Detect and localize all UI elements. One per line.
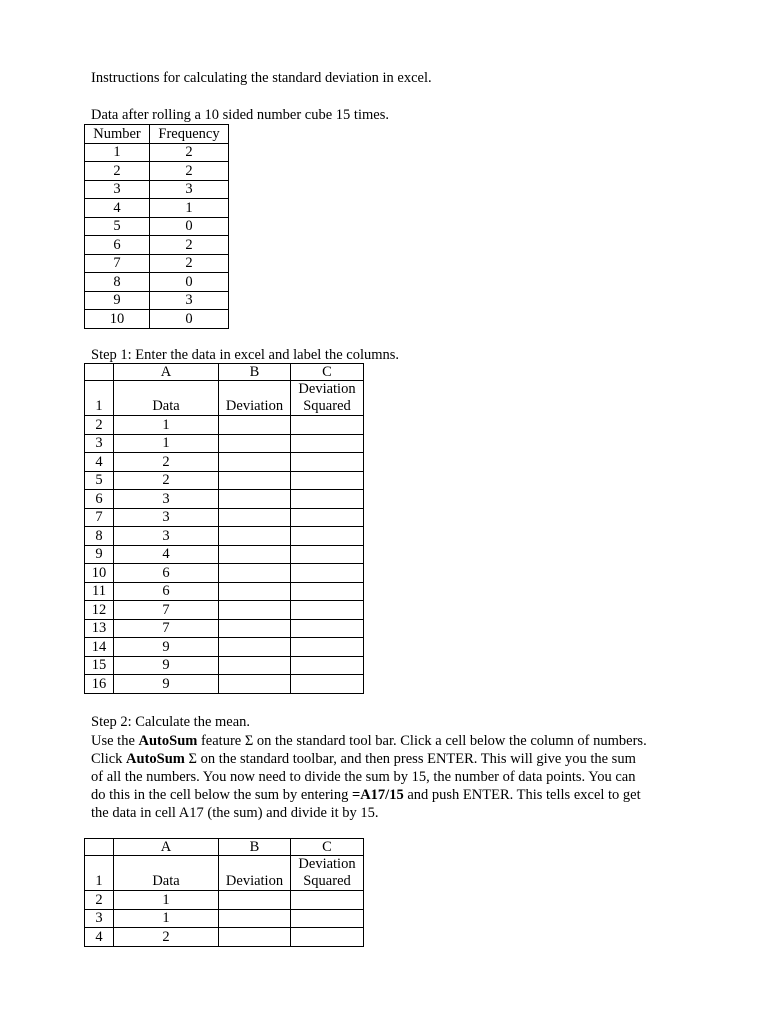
table-row [85,619,364,638]
deviation-squared-cell [291,909,364,928]
frequency-cell: 3 [150,291,229,310]
deviation-squared-cell [291,508,364,527]
row-number: 11 [85,582,114,601]
autosum-term: AutoSum [126,751,185,767]
frequency-cell: 1 [150,199,229,218]
step2-line-4 [91,786,691,804]
column-letter-a: A [114,364,219,381]
label-deviation-squared-line1: Deviation [298,381,356,397]
step2-line-1-text: Use the [91,733,139,749]
frequency-table [84,124,229,329]
table-row [85,236,229,255]
row-number: 16 [85,675,114,694]
row-number: 14 [85,638,114,657]
table-row [85,143,229,162]
header-number: Number [85,125,150,144]
row-number: 9 [85,545,114,564]
header-frequency: Frequency [150,125,229,144]
frequency-cell: 3 [150,180,229,199]
column-letter-a: A [114,839,219,856]
table-row [85,545,364,564]
deviation-cell [219,638,291,657]
table-row [85,675,364,694]
step2-line-5: the data in cell A17 (the sum) and divide it by 15. [91,805,379,821]
deviation-squared-cell [291,453,364,472]
table-row [85,453,364,472]
data-cell: 7 [114,601,219,620]
deviation-cell [219,656,291,675]
autosum-term: AutoSum [138,733,198,749]
table-row [85,508,364,527]
table-row [85,434,364,453]
row-number: 8 [85,527,114,546]
row-number: 1 [85,856,114,891]
table-row [85,582,364,601]
spreadsheet-step2 [84,838,364,947]
number-cell: 3 [85,180,150,199]
label-data: Data [114,856,219,891]
table-row [85,416,364,435]
step2-line-4-rest: and push ENTER. This tells excel to get [403,787,641,803]
label-data: Data [114,381,219,416]
table-row [85,471,364,490]
row-number: 12 [85,601,114,620]
table-row [85,180,229,199]
label-deviation-squared-line2: Squared [303,398,351,414]
data-cell: 6 [114,582,219,601]
table-row [85,638,364,657]
deviation-cell [219,675,291,694]
label-deviation: Deviation [219,381,291,416]
table-row [85,162,229,181]
frequency-cell: 0 [150,310,229,329]
deviation-cell [219,928,291,947]
deviation-squared-cell [291,564,364,583]
number-cell: 1 [85,143,150,162]
data-cell: 9 [114,638,219,657]
deviation-squared-cell [291,675,364,694]
label-deviation-squared-line2: Squared [303,873,351,889]
row-number: 3 [85,434,114,453]
label-deviation-squared-line1: Deviation [298,856,356,872]
step2-instructions [91,732,691,822]
deviation-squared-cell [291,527,364,546]
deviation-squared-cell [291,601,364,620]
table-row [85,909,364,928]
number-cell: 10 [85,310,150,329]
table-row [85,490,364,509]
deviation-cell [219,619,291,638]
number-cell: 5 [85,217,150,236]
row-number: 7 [85,508,114,527]
deviation-cell [219,527,291,546]
step2-line-1-rest: feature Σ on the standard tool bar. Click a cell below the column of numbers. [197,733,647,749]
deviation-cell [219,582,291,601]
deviation-squared-cell [291,638,364,657]
deviation-cell [219,891,291,910]
table-row [85,254,229,273]
data-cell: 1 [114,909,219,928]
row-number: 1 [85,381,114,416]
column-letter-b: B [219,839,291,856]
deviation-cell [219,471,291,490]
label-deviation: Deviation [219,856,291,891]
frequency-cell: 0 [150,273,229,292]
column-letter-c: C [291,364,364,381]
deviation-squared-cell [291,545,364,564]
table-row [85,656,364,675]
formula-term: =A17/15 [351,787,404,803]
frequency-cell: 2 [150,143,229,162]
number-cell: 2 [85,162,150,181]
deviation-cell [219,508,291,527]
intro-text: Data after rolling a 10 sided number cube 15 times. [91,107,389,123]
frequency-cell: 2 [150,236,229,255]
column-letter-row [85,839,364,856]
row-number: 10 [85,564,114,583]
data-cell: 9 [114,656,219,675]
deviation-cell [219,909,291,928]
frequency-cell: 2 [150,254,229,273]
deviation-squared-cell [291,434,364,453]
number-cell: 9 [85,291,150,310]
data-cell: 2 [114,453,219,472]
deviation-squared-cell [291,619,364,638]
spreadsheet-step2-body [85,839,364,947]
table-row [85,310,229,329]
table-row [85,928,364,947]
label-deviation-squared [291,381,364,416]
row-number: 2 [85,891,114,910]
step2-line-2-text: Click [91,751,127,767]
data-cell: 6 [114,564,219,583]
table-row [85,601,364,620]
step2-line-4-text: do this in the cell below the sum by entering [91,787,352,803]
step2-line-2-rest: Σ on the standard toolbar, and then press ENTER. This will give you the sum [184,751,636,767]
number-cell: 7 [85,254,150,273]
frequency-cell: 2 [150,162,229,181]
data-cell: 9 [114,675,219,694]
spreadsheet-step1-body [85,364,364,694]
row-number: 6 [85,490,114,509]
frequency-header-row [85,125,229,144]
column-letter-b: B [219,364,291,381]
row-number: 4 [85,453,114,472]
label-row [85,856,364,891]
table-row [85,291,229,310]
deviation-cell [219,601,291,620]
deviation-cell [219,490,291,509]
step2-line-3: of all the numbers. You now need to divide the sum by 15, the number of data points. You can [91,769,636,785]
deviation-squared-cell [291,490,364,509]
deviation-cell [219,453,291,472]
frequency-table-body [85,125,229,329]
row-number: 15 [85,656,114,675]
data-cell: 2 [114,471,219,490]
deviation-cell [219,545,291,564]
step2-line-2 [91,750,691,768]
deviation-cell [219,434,291,453]
step2-line-1 [91,732,691,750]
column-letter-row [85,364,364,381]
number-cell: 8 [85,273,150,292]
step2-heading: Step 2: Calculate the mean. [91,714,251,730]
row-number: 5 [85,471,114,490]
step1-heading: Step 1: Enter the data in excel and label the columns. [91,347,400,363]
data-cell: 1 [114,891,219,910]
deviation-squared-cell [291,928,364,947]
table-row [85,564,364,583]
column-letter-c: C [291,839,364,856]
row-number: 13 [85,619,114,638]
label-row [85,381,364,416]
deviation-cell [219,564,291,583]
number-cell: 4 [85,199,150,218]
table-row [85,217,229,236]
data-cell: 1 [114,434,219,453]
corner-cell [85,364,114,381]
data-cell: 4 [114,545,219,564]
number-cell: 6 [85,236,150,255]
table-row [85,891,364,910]
data-cell: 3 [114,527,219,546]
row-number: 2 [85,416,114,435]
label-deviation-squared [291,856,364,891]
deviation-squared-cell [291,891,364,910]
frequency-cell: 0 [150,217,229,236]
data-cell: 3 [114,490,219,509]
data-cell: 1 [114,416,219,435]
row-number: 3 [85,909,114,928]
row-number: 4 [85,928,114,947]
data-cell: 2 [114,928,219,947]
table-row [85,527,364,546]
deviation-squared-cell [291,582,364,601]
corner-cell [85,839,114,856]
table-row [85,273,229,292]
deviation-squared-cell [291,416,364,435]
data-cell: 7 [114,619,219,638]
deviation-squared-cell [291,656,364,675]
spreadsheet-step1 [84,363,364,694]
page-title: Instructions for calculating the standard deviation in excel. [91,70,432,86]
deviation-cell [219,416,291,435]
data-cell: 3 [114,508,219,527]
table-row [85,199,229,218]
deviation-squared-cell [291,471,364,490]
